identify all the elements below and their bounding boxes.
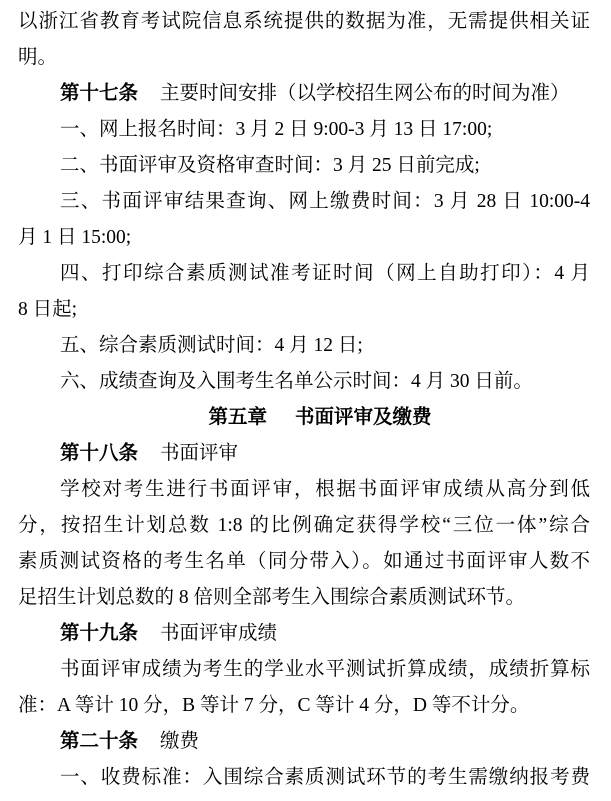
body-line: 一、收费标准：入围综合素质测试环节的考生需缴纳报考费 xyxy=(60,767,590,788)
schedule-item: 二、书面评审及资格审查时间：3 月 25 日前完成; xyxy=(60,155,480,176)
body-line: 学校对考生进行书面评审，根据书面评审成绩从高分到低 xyxy=(60,479,590,500)
article-heading xyxy=(18,436,590,472)
chapter-title: 书面评审及缴费 xyxy=(295,407,432,428)
body-line: 素质测试资格的考生名单（同分带入）。如通过书面评审人数不 xyxy=(18,551,590,572)
article-number: 第十八条 xyxy=(60,443,139,464)
schedule-item-continuation: 8 日起; xyxy=(18,299,78,320)
article-number: 第十九条 xyxy=(60,623,139,644)
schedule-item: 一、网上报名时间：3 月 2 日 9:00-3 月 13 日 17:00; xyxy=(60,119,493,140)
body-line: 以浙江省教育考试院信息系统提供的数据为准，无需提供相关证 xyxy=(18,11,590,32)
article-heading xyxy=(18,616,590,652)
body-line: 书面评审成绩为考生的学业水平测试折算成绩，成绩折算标 xyxy=(60,659,590,680)
previous-article-continuation xyxy=(0,4,611,76)
article-heading xyxy=(18,724,590,760)
schedule-item: 六、成绩查询及入围考生名单公示时间：4 月 30 日前。 xyxy=(60,371,533,392)
schedule-item-continuation: 月 1 日 15:00; xyxy=(18,227,132,248)
article-heading xyxy=(18,76,590,112)
article-20 xyxy=(0,724,611,796)
article-17 xyxy=(0,76,611,400)
body-line: 分，按招生计划总数 1:8 的比例确定获得学校“三位一体”综合 xyxy=(18,515,590,536)
article-title: 书面评审 xyxy=(160,443,239,464)
body-line: 足招生计划总数的 8 倍则全部考生入围综合素质测试环节。 xyxy=(18,587,526,608)
article-title: 主要时间安排（以学校招生网公布的时间为准） xyxy=(160,83,570,104)
chapter-number: 第五章 xyxy=(208,407,267,428)
schedule-item: 五、综合素质测试时间：4 月 12 日; xyxy=(60,335,363,356)
schedule-item: 四、打印综合素质测试准考证时间（网上自助打印）：4 月 xyxy=(60,263,590,284)
chapter-heading xyxy=(18,400,590,436)
article-title: 缴费 xyxy=(160,731,200,752)
schedule-item: 三、书面评审结果查询、网上缴费时间：3 月 28 日 10:00-4 xyxy=(60,191,590,212)
article-number: 第二十条 xyxy=(60,731,139,752)
article-18 xyxy=(0,436,611,616)
article-19 xyxy=(0,616,611,724)
article-title: 书面评审成绩 xyxy=(160,623,278,644)
article-number: 第十七条 xyxy=(60,83,139,104)
body-line: 明。 xyxy=(18,47,58,68)
body-line: 准：A 等计 10 分，B 等计 7 分，C 等计 4 分，D 等不计分。 xyxy=(18,695,530,716)
